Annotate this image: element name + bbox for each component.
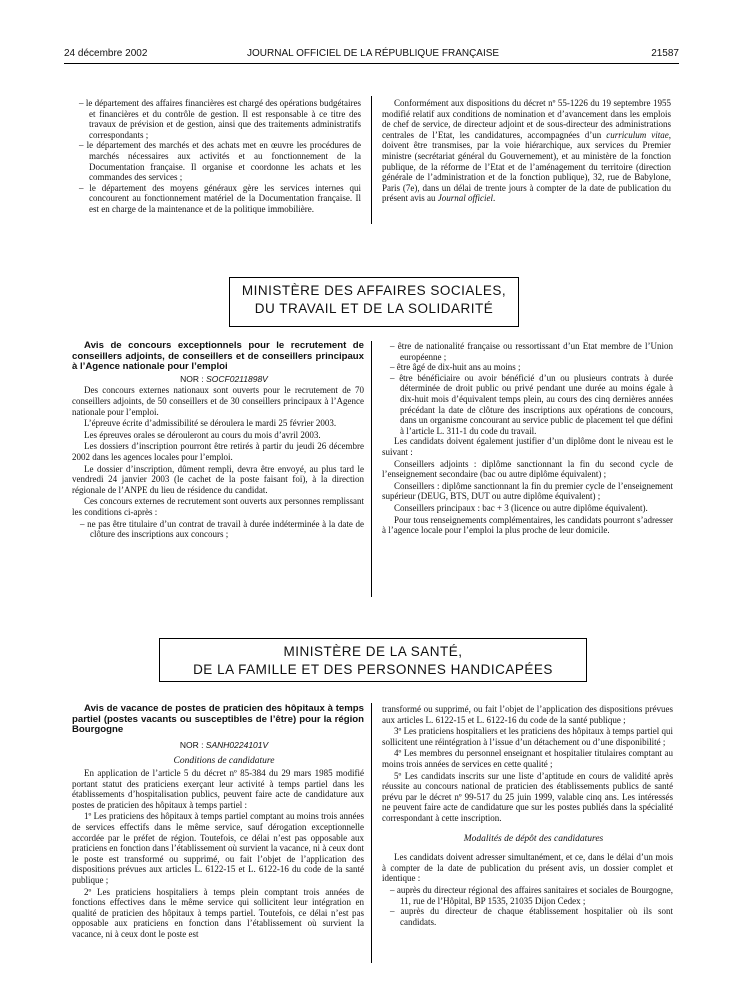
ministry-heading-box bbox=[159, 638, 587, 682]
paragraph: Pour tous renseignements complémentaires, les candidats pourront s’adresser à l’agence locale pour l’emploi la plus proche de leur domicile. bbox=[382, 514, 673, 536]
paragraph: Les dossiers d’inscription pourront être retirés à partir du jeudi 26 décembre 2002 dans les agences locales pour l’emploi. bbox=[72, 441, 364, 462]
paragraph: Le dossier d’inscription, dûment rempli, devra être envoyé, au plus tard le vendredi 24 janvier 2003 (le cachet de la poste faisant foi), à la direction régionale de l’ANPE du lieu de résidence du candidat. bbox=[72, 463, 364, 495]
paragraph: 4º Les membres du personnel enseignant et hospitalier titulaires comptant au moins trois années de services en cette qualité ; bbox=[382, 748, 673, 769]
ministry-name-line: DU TRAVAIL ET DE LA SOLIDARITÉ bbox=[254, 301, 494, 316]
header-page-number: 21587 bbox=[651, 48, 679, 59]
notice-title: Avis de vacance de postes de praticien des hôpitaux à temps partiel (postes vacants ou susceptibles de l’être) pour la région Bourgogne bbox=[72, 703, 364, 736]
avis1-left-column bbox=[72, 341, 364, 540]
ministry-name-line: MINISTÈRE DES AFFAIRES SOCIALES, bbox=[241, 283, 507, 298]
notice-title: Avis de concours exceptionnels pour le recrutement de conseillers adjoints, de conseillers et de conseillers principaux à l’Agence nationale pour l’emploi bbox=[72, 340, 364, 373]
list-item: – ne pas être titulaire d’un contrat de travail à durée indéterminée à la date de clôture des inscriptions aux concours ; bbox=[80, 518, 364, 540]
avis1-right-column bbox=[382, 341, 673, 537]
paragraph: Les candidats doivent adresser simultanément, et ce, dans le délai d’un mois à compter de la date de publication du présent avis, un dossier complet et identique : bbox=[382, 852, 673, 884]
page-header bbox=[64, 48, 679, 62]
paragraph: Des concours externes nationaux sont ouverts pour le recrutement de 70 conseillers adjoints, de 50 conseillers et de 30 conseillers principaux à l’Agence nationale pour l’emploi. bbox=[72, 385, 364, 417]
paragraph: 3º Les praticiens hospitaliers et les praticiens des hôpitaux à temps partiel qui sollicitent une réintégration à l’issue d’un détachement ou d’une disponibilité ; bbox=[382, 726, 673, 747]
top-right-column bbox=[382, 98, 671, 205]
column-rule bbox=[371, 341, 372, 597]
paragraph: Ces concours externes de recrutement sont ouverts aux personnes remplissant les conditions ci-après : bbox=[72, 496, 364, 517]
paragraph: Conseillers principaux : bac + 3 (licence ou autre diplôme équivalent). bbox=[394, 502, 648, 513]
ministry-name-line: MINISTÈRE DE LA SANTÉ, bbox=[283, 644, 463, 659]
paragraph: En application de l’article 5 du décret nº 85-384 du 29 mars 1985 modifié portant statut des praticiens exerçant leur activité à temps partiel dans les établissements d’hospitalisation publics, peuvent faire acte de candidature aux postes de praticien des hôpitaux à temps partiel : bbox=[72, 767, 364, 810]
paragraph: 1º Les praticiens des hôpitaux à temps partiel comptant au moins trois années de services effectifs dans le même service, sauf dérogation exceptionnelle accordée par le préfet de région. Toutefois, ce délai n’est pas opposable aux praticiens en fonction dans l’établissement où survient la vacance, ni à ceux dont le poste est transformé ou supprimé, ou fait l’objet de l’application des dispositions prévues aux articles L. 6122-15 et L. 6122-16 du code de la santé publique ; bbox=[72, 811, 364, 885]
list-item: – auprès du directeur de chaque établissement hospitalier où ils sont candidats. bbox=[390, 906, 673, 927]
header-date: 24 décembre 2002 bbox=[64, 48, 148, 59]
column-rule bbox=[371, 703, 372, 963]
list-item: – être de nationalité française ou ressortissant d’un Etat membre de l’Union européenne ; bbox=[390, 341, 673, 362]
list-item: – le département des moyens généraux gère les services internes qui concourent au fonctionnement matériel de la Documentation française. Il est en charge de la maintenance et de la politique immobilière. bbox=[79, 182, 361, 214]
section-subheading: Conditions de candidature bbox=[173, 756, 275, 767]
list-item: – auprès du directeur régional des affaires sanitaires et sociales de Bourgogne, 11, rue de l’Hôpital, BP 1535, 21035 Dijon Cedex ; bbox=[390, 884, 673, 906]
paragraph: transformé ou supprimé, ou fait l’objet de l’application des dispositions prévues aux articles L. 6122-15 et L. 6122-16 du code de la santé publique ; bbox=[382, 704, 673, 725]
list-item: – le département des marchés et des achats met en œuvre les procédures de marchés nécessaires aux activités et au fonctionnement de la Documentation française. Il organise et coordonne les achats et les commandes des services ; bbox=[79, 140, 361, 183]
avis2-left-column bbox=[72, 704, 364, 940]
ministry-heading-box bbox=[229, 277, 519, 327]
list-item: – le département des affaires financières est chargé des opérations budgétaires et financières et du contrôle de gestion. Il est responsable à ce titre des travaux de prévision et de gestion, ainsi que des traitements administratifs correspondants ; bbox=[79, 98, 361, 140]
list-item: – être bénéficiaire ou avoir bénéficié d’un ou plusieurs contrats à durée déterminée de droit public ou privé pendant une durée au moins égale à dix-huit mois d’équivalent temps plein, au cours des cinq dernières années précédant la date de clôture des inscriptions aux opérations de concours, dans un organisme concourant au service public de placement tel que défini à l’article L. 311-1 du code du travail. bbox=[390, 372, 673, 436]
column-rule bbox=[371, 96, 372, 224]
header-rule bbox=[64, 63, 679, 64]
paragraph: 5º Les candidats inscrits sur une liste d’aptitude en cours de validité après réussite au concours national de praticien des établissements publics de santé prévu par le décret nº 99-517 du 25 juin 1999, valable cinq ans. Les intéressés ne peuvent faire acte de candidature que sur les postes publiés dans la spécialité correspondant à cette inscription. bbox=[382, 770, 673, 823]
paragraph: L’épreuve écrite d’admissibilité se déroulera le mardi 25 février 2003. bbox=[84, 418, 337, 429]
section-subheading: Modalités de dépôt des candidatures bbox=[463, 833, 604, 844]
paragraph: Les candidats doivent également justifier d’un diplôme dont le niveau est le suivant : bbox=[382, 436, 673, 457]
ministry-name-line: DE LA FAMILLE ET DES PERSONNES HANDICAPÉES bbox=[193, 662, 553, 677]
paragraph: Conseillers adjoints : diplôme sanctionnant la fin du second cycle de l’enseignement secondaire (bac ou autre diplôme équivalent) ; bbox=[382, 458, 673, 480]
avis2-right-column bbox=[382, 704, 673, 927]
top-left-column bbox=[79, 98, 361, 215]
paragraph: Les épreuves orales se dérouleront au cours du mois d’avril 2003. bbox=[84, 429, 321, 440]
header-journal-title: JOURNAL OFFICIEL DE LA RÉPUBLIQUE FRANÇAISE bbox=[247, 48, 500, 59]
list-item: – être âgé de dix-huit ans au moins ; bbox=[390, 362, 521, 373]
nor-reference: NOR : SANH0224101V bbox=[179, 739, 269, 750]
nor-reference: NOR : SOCF0211898V bbox=[180, 373, 268, 384]
paragraph: Conformément aux dispositions du décret nº 55-1226 du 19 septembre 1955 modifié relatif aux conditions de nomination et d’avancement dans les emplois de chef de service, de directeur adjoint et de sous-directeur des administrations centrales de l’Etat, les candidatures, accompagnées d’un curriculum vitae, doivent être transmises, par la voie hiérarchique, aux services du Premier ministre (secrétariat général du Gouvernement), et au ministère de la fonction publique, de la réforme de l’Etat et de l’aménagement du territoire (direction générale de l’administration et de la fonction publique), 32, rue de Babylone, Paris (7e), dans un délai de trente jours à compter de la date de publication du présent avis au Journal officiel. bbox=[382, 98, 671, 204]
paragraph: Conseillers : diplôme sanctionnant la fin du premier cycle de l’enseignement supérieur (DEUG, BTS, DUT ou autre diplôme équivalent) ; bbox=[382, 480, 673, 502]
paragraph: 2º Les praticiens hospitaliers à temps plein comptant trois années de fonctions effectives dans le même service qui sollicitent leur intégration en qualité de praticien des hôpitaux à temps partiel. Toutefois, ce délai n’est pas opposable aux praticiens en fonction dans l’établissement où survient la vacance, ni à ceux dont le poste est bbox=[72, 886, 364, 939]
